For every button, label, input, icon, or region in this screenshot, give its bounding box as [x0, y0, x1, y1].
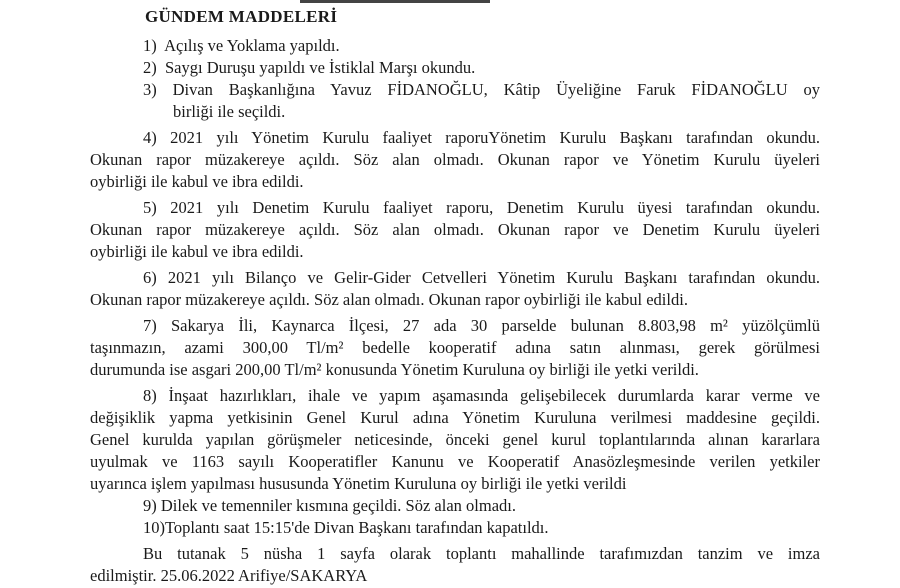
agenda-item-7-line-1: 7) Sakarya İli, Kaynarca İlçesi, 27 ada 30 parselde bulunan 8.803,98 m² yüzölçümlü [143, 316, 820, 335]
closing-statement-line-1: Bu tutanak 5 nüsha 1 sayfa olarak toplantı mahallinde tarafımızdan tanzim ve imza [143, 544, 820, 563]
agenda-item-4-line-2: Okunan rapor müzakereye açıldı. Söz alan olmadı. Okunan rapor ve Yönetim Kurulu üyeleri [90, 150, 820, 169]
agenda-item-8-line-5: uyarınca işlem yapılması hususunda Yönetim Kuruluna oy birliği ile yetki verildi [90, 474, 627, 493]
agenda-item-2: 2) Saygı Duruşu yapıldı ve İstiklal Marşı okundu. [143, 58, 476, 77]
agenda-item-5-line-3: oybirliği ile kabul ve ibra edildi. [90, 242, 304, 261]
agenda-item-5-line-2: Okunan rapor müzakereye açıldı. Söz alan olmadı. Okunan rapor ve Denetim Kurulu üyeleri [90, 220, 820, 239]
agenda-item-7-line-3: durumunda ise asgari 200,00 Tl/m² konusunda Yönetim Kuruluna oy birliği ile yetki verildi. [90, 360, 699, 379]
agenda-item-6-line-2: Okunan rapor müzakereye açıldı. Söz alan olmadı. Okunan rapor oybirliği ile kabul edildi. [90, 290, 688, 309]
agenda-item-8-line-1: 8) İnşaat hazırlıkları, ihale ve yapım aşamasında gelişebilecek durumlarda karar verme ve [143, 386, 820, 405]
agenda-item-3: 3) Divan Başkanlığına Yavuz FİDANOĞLU, Kâtip Üyeliğine Faruk FİDANOĞLU oy [143, 80, 820, 99]
agenda-item-8-line-3: Genel kurulda yapılan görüşmeler neticesinde, önceki genel kurul toplantılarında alınan kararlara [90, 430, 820, 449]
agenda-item-8-line-4: uyulmak ve 1163 sayılı Kooperatifler Kanunu ve Kooperatif Anasözleşmesinde verilen yetkiler [90, 452, 820, 471]
agenda-item-7-line-2: taşınmazın, azami 300,00 Tl/m² bedelle kooperatif adına satın alınması, gerek görülmesi [90, 338, 820, 357]
agenda-item-1: 1) Açılış ve Yoklama yapıldı. [143, 36, 340, 55]
agenda-item-6-line-1: 6) 2021 yılı Bilanço ve Gelir-Gider Cetvelleri Yönetim Kurulu Başkanı tarafından okundu. [143, 268, 820, 287]
agenda-item-8-line-2: değişiklik yapma yetkisinin Genel Kurul adına Yönetim Kuruluna verilmesi maddesine geçildi. [90, 408, 820, 427]
agenda-item-5-line-1: 5) 2021 yılı Denetim Kurulu faaliyet raporu, Denetim Kurulu üyesi tarafından okundu. [143, 198, 820, 217]
closing-statement-line-2: edilmiştir. 25.06.2022 Arifiye/SAKARYA [90, 566, 368, 585]
agenda-item-3-cont: birliği ile seçildi. [173, 102, 286, 121]
agenda-item-10: 10)Toplantı saat 15:15'de Divan Başkanı tarafından kapatıldı. [143, 518, 549, 537]
agenda-item-9: 9) Dilek ve temenniler kısmına geçildi. Söz alan olmadı. [143, 496, 516, 515]
top-edge-mark [300, 0, 490, 3]
agenda-item-4-line-1: 4) 2021 yılı Yönetim Kurulu faaliyet raporuYönetim Kurulu Başkanı tarafından okundu. [143, 128, 820, 147]
agenda-heading: GÜNDEM MADDELERİ [145, 7, 338, 26]
agenda-item-4-line-3: oybirliği ile kabul ve ibra edildi. [90, 172, 304, 191]
